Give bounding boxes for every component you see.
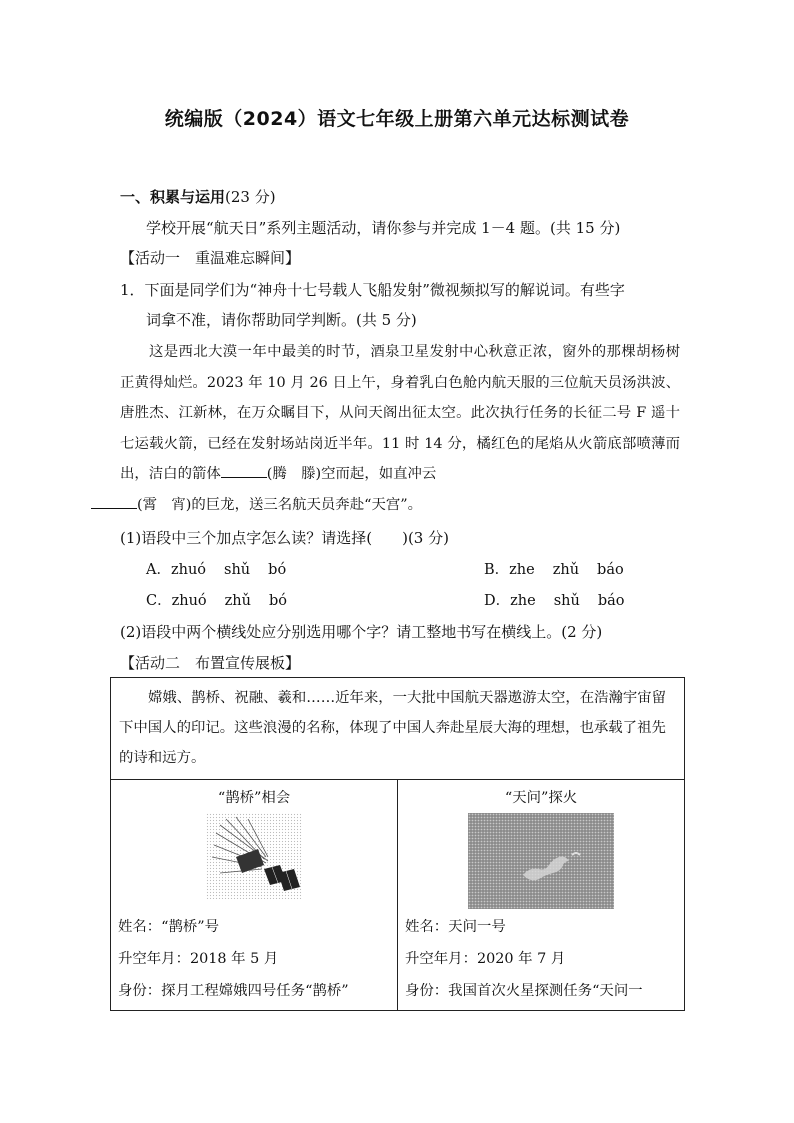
sub-question-2: (2)语段中两个横线处应分别选用哪个字？请工整地书写在横线上。(2 分) <box>120 623 603 641</box>
satellite-image <box>206 813 302 903</box>
option-c[interactable]: C．zhuó zhǔ bó <box>146 593 287 609</box>
card-tianwen-name: 姓名：天问一号 <box>405 919 506 935</box>
card-queqiao-name: 姓名：“鹊桥”号 <box>118 919 220 935</box>
activity-one-heading: 【活动一 重温难忘瞬间】 <box>120 249 301 267</box>
card-tianwen-identity: 身份：我国首次火星探测任务“天问一 <box>405 983 643 999</box>
card-tianwen-title: “天问”探火 <box>504 790 578 806</box>
option-a[interactable]: A．zhuó shǔ bó <box>146 562 287 578</box>
question-1-stem-line1: 1．下面是同学们为“神舟十七号载人飞船发射”微视频拟写的解说词。有些字 <box>120 281 625 299</box>
blank-1-choices: (腾 滕)空而起，如直冲云 <box>266 466 437 483</box>
card-queqiao <box>111 780 398 1011</box>
display-board-table <box>110 677 685 1011</box>
option-d[interactable]: D．zhe shǔ báo <box>484 593 625 609</box>
board-intro-cell <box>111 678 685 780</box>
option-b[interactable]: B．zhe zhǔ báo <box>484 562 624 578</box>
sub-question-1: (1)语段中三个加点字怎么读？请选择( )(3 分) <box>120 529 449 547</box>
section-one-intro: 学校开展“航天日”系列主题活动，请你参与并完成 1－4 题。(共 15 分) <box>146 219 621 237</box>
answer-blank-1[interactable] <box>221 463 267 478</box>
question-1-stem-line2: 词拿不准，请你帮助同学判断。(共 5 分) <box>146 311 417 329</box>
section-one-score: (23 分) <box>225 188 276 206</box>
blank-2-choices: (霄 宵)的巨龙，送三名航天员奔赴“天宫”。 <box>137 496 422 513</box>
question-1-passage <box>120 337 680 521</box>
answer-blank-2[interactable] <box>91 494 137 509</box>
page-title: 统编版（2024）语文七年级上册第六单元达标测试卷 <box>164 108 630 130</box>
card-queqiao-launch: 升空年月：2018 年 5 月 <box>118 951 279 967</box>
mars-surface-image <box>468 813 614 913</box>
card-tianwen-launch: 升空年月：2020 年 7 月 <box>405 951 566 967</box>
card-queqiao-identity: 身份：探月工程嫦娥四号任务“鹊桥” <box>118 983 349 999</box>
card-queqiao-title: “鹊桥”相会 <box>217 790 291 806</box>
section-one-label: 一、积累与运用 <box>120 188 226 206</box>
card-tianwen <box>398 780 685 1011</box>
section-one-heading <box>120 187 276 207</box>
activity-two-heading: 【活动二 布置宣传展板】 <box>120 654 301 672</box>
board-intro-text: 嫦娥、鹊桥、祝融、羲和……近年来，一大批中国航天器遨游太空，在浩瀚宇宙留下中国人的印记。这些浪漫的名称，体现了中国人奔赴星辰大海的理想，也承载了祖先的诗和远方。 <box>119 690 667 766</box>
passage-text: 这是西北大漠一年中最美的时节，酒泉卫星发射中心秋意正浓，窗外的那棵胡杨树正黄得灿烂。2023 年 10 月 26 日上午，身着乳白色舱内航天服的三位航天员汤洪波、唐胜杰、江新林，在万众瞩目下，从问天阁出征太空。此次执行任务的长征二号 F 遥十七运载火箭，已经在发射场站岗近半年。11 时 14 分，橘红色的尾焰从火箭底部喷薄而出，洁白的箭体 <box>120 344 680 483</box>
